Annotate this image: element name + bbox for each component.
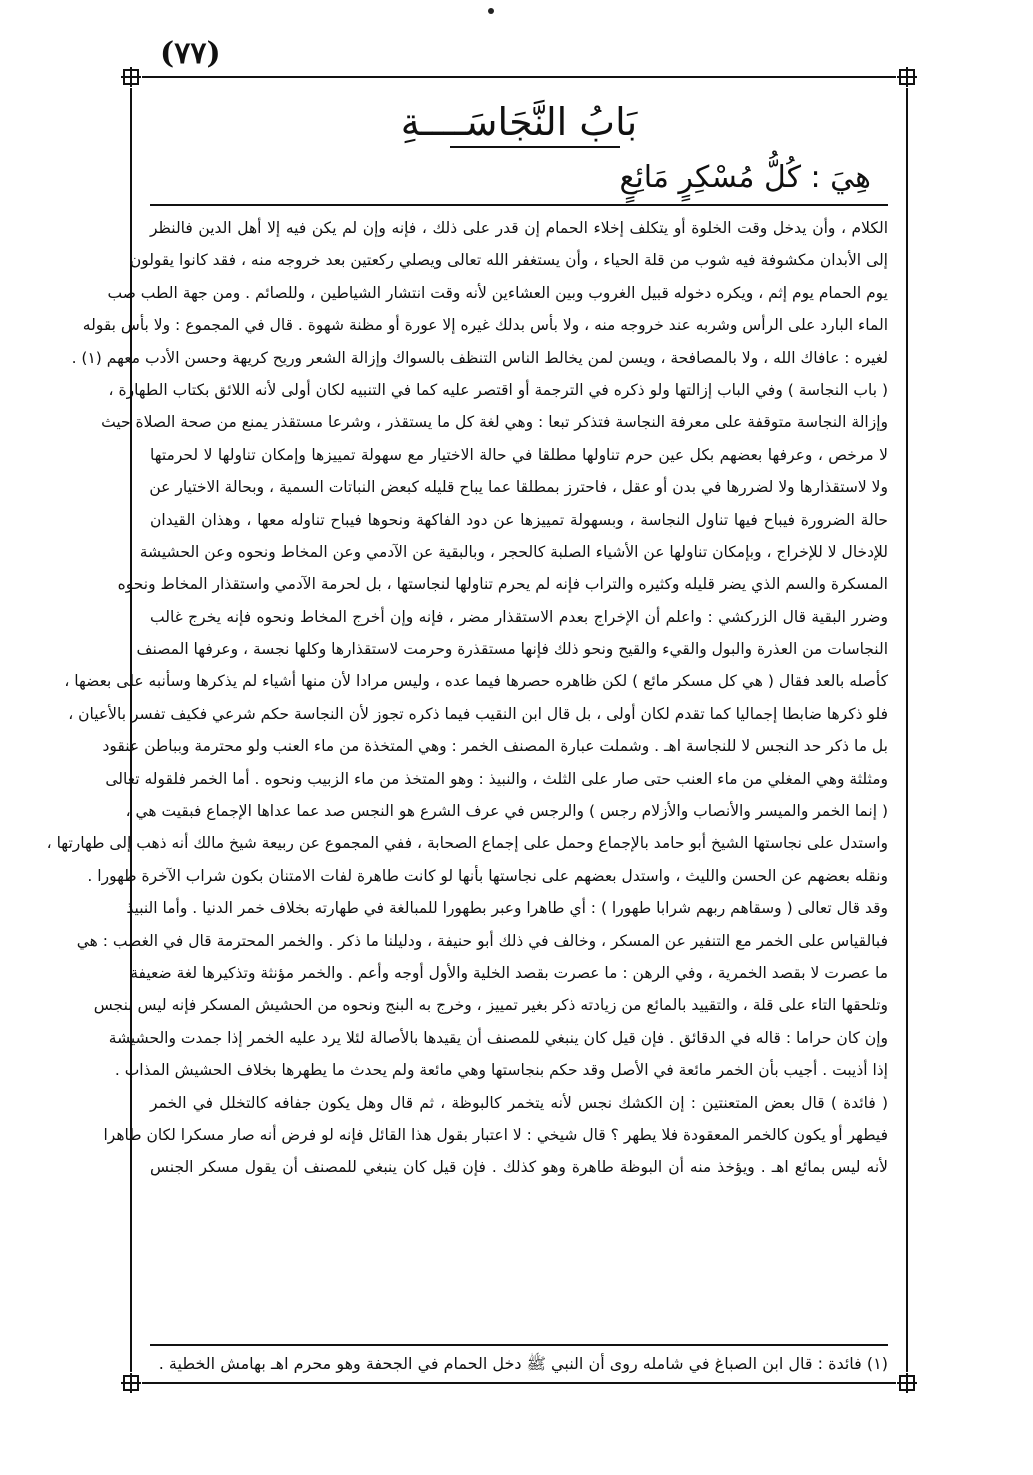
chapter-title-underline <box>450 146 620 148</box>
page-number: (٧٧) <box>160 36 221 71</box>
commentary-line: ولا لاستقذارها ولا لضررها في بدن أو عقل ، فاحترز بمطلقا عما يباح قليله كبعض النباتات السمية ، وبحالة الاختيار عن <box>149 478 888 497</box>
commentary-line: وإزالة النجاسة متوقفة على معرفة النجاسة فتذكر تبعا : وهي لغة كل ما يستقذر ، وشرعا مستقذر يمنع من صحة الصلاة حيث <box>101 413 888 432</box>
corner-ornament-icon <box>123 69 139 85</box>
commentary-line: يوم الحمام يوم إثم ، ويكره دخوله قبيل الغروب وبين العشاءين لأنه وقت انتشار الشياطين ، وللصائم . ومن جهة الطب صب <box>107 283 888 302</box>
commentary-line: ما عصرت لا بقصد الخمرية ، وفي الرهن : ما عصرت بقصد الخلية والأول أوجه وأعم . والخمر مؤنثة وتذكيرها لغة ضعيفة <box>130 963 888 982</box>
commentary-line: حالة الضرورة فيباح فيها تناول النجاسة ، وبسهولة تمييزها عن دود الفاكهة ونحوها فيباح تناوله معها ، وهذان القيدان <box>150 510 888 529</box>
commentary-line: ونقله بعضهم عن الحسن والليث ، واستدل بعضهم على نجاستها بأنها لو كانت طاهرة لفات الامتنان بكون شراب الآخرة طهورا . <box>87 866 888 885</box>
commentary-line: واستدل على نجاستها الشيخ أبو حامد بالإجماع وحمل على إجماع الصحابة ، ففي المجموع عن ربيعة شيخ مالك أنه ذهب إلى طهارتها ، <box>46 834 888 853</box>
commentary-line: الماء البارد على الرأس وشربه عند خروجه منه ، ولا بأس بدلك غيره إلا عورة أو مظنة شهوة . قال في المجموع : ولا بأس بقوله <box>82 316 888 335</box>
commentary-line: بل ما ذكر حد النجس لا للنجاسة اهـ . وشملت عبارة المصنف الخمر : وهي المتخذة من ماء العنب ولو محترمة وبباطن عنقود <box>102 737 888 756</box>
commentary-body <box>46 212 888 1184</box>
corner-ornament-icon <box>899 1375 915 1391</box>
commentary-line: ومثلثة وهي المغلي من ماء العنب حتى صار على الثلث ، والنبيذ : وهو المتخذ من ماء الزبيب ونحوه . أما الخمر فلقوله تعالى <box>105 769 888 788</box>
commentary-line: لأنه ليس بمائع اهـ . ويؤخذ منه أن البوظة طاهرة وهو كذلك . فإن قيل كان ينبغي للمصنف أن يقول مسكر الجنس <box>150 1158 888 1177</box>
commentary-line: وتلحقها التاء على قلة ، والتقييد بالمائع من زيادته ذكر بغير تمييز ، وخرج به البنج ونحوه من الحشيش المسكر فإنه ليس بنجس <box>93 996 888 1015</box>
commentary-line: فيطهر أو يكون كالخمر المعقودة فلا يطهر ؟ قال شيخي : لا اعتبار بقول هذا القائل فإنه لو فرض أنه صار مسكرا لكان طاهرا <box>103 1125 888 1144</box>
frame-rule-top <box>142 76 896 78</box>
frame-rule-bottom <box>142 1382 896 1384</box>
commentary-line: ( فائدة ) قال بعض المتعنتين : إن الكشك نجس لأنه يتخمر كالبوظة ، ثم قال وهل يكون جفافه كالتخلل في الخمر <box>150 1093 888 1112</box>
frame-rule-right <box>906 88 908 1372</box>
commentary-line: وقد قال تعالى ( وسقاهم ربهم شرابا طهورا ) : أي طاهرا وعبر بطهورا للمبالغة في طهارته بخلاف خمر الدنيا . وأما النبيذ <box>126 899 888 918</box>
commentary-line: إذا أذيبت . أجيب بأن الخمر مائعة في الأصل وقد حكم بنجاستها وهي مائعة ولم يحدث ما يطهرها بخلاف الحشيش المذاب . <box>114 1061 888 1080</box>
footnote: (١) فائدة : قال ابن الصباغ في شامله روى أن النبي ﷺ دخل الحمام في الجحفة وهو محرم اهـ بهامش الخطية . <box>158 1354 888 1373</box>
commentary-line: إلى الأبدان مكشوفة فيه شوب من قلة الحياء ، وأن يستغفر الله تعالى ويصلي ركعتين بعد خروجه منه ، فقد كانوا يقولون <box>129 251 888 270</box>
divider-rule <box>150 204 888 206</box>
commentary-line: النجاسات من العذرة والبول والقيء والقيح ونحو ذلك فإنها مستقذرة وحرمت لاستقذارها وكلها نجسة ، وعرفها المصنف <box>136 640 888 659</box>
commentary-line: فبالقياس على الخمر مع التنفير عن المسكر ، وخالف في ذلك أبو حنيفة ، ودليلنا ما ذكر . والخمر المحترمة قال في الغصب : هي <box>76 931 888 950</box>
commentary-line: المسكرة والسم الذي يضر قليله وكثيره والتراب فإنه لم يحرم تناولها لنجاستها ، بل لحرمة الآدمي واستقذار المخاط ونحوه <box>117 575 888 594</box>
commentary-line: فلو ذكرها ضابطا إجماليا كما تقدم لكان أولى ، بل قال ابن النقيب فيما ذكره تجوز لأن النجاسة حكم شرعي فكيف تفسر بالأعيان ، <box>68 704 888 723</box>
footnote-divider <box>150 1344 888 1346</box>
commentary-line: الكلام ، وأن يدخل وقت الخلوة أو يتكلف إخلاء الحمام إن قدر على ذلك ، فإنه وإن لم يكن فيه إلا أهل الدين فالنظر <box>150 219 888 237</box>
stray-ink-mark <box>488 8 494 14</box>
chapter-title: بَابُ النَّجَاسَــــةِ <box>400 100 638 144</box>
matn-text: هِيَ : كُلُّ مُسْكِرٍ مَائِعٍ <box>619 160 871 195</box>
commentary-line: كأصله بالعد فقال ( هي كل مسكر مائع ) لكن ظاهره حصرها فيما عده ، وليس مرادا لأن منها أشياء لم يذكرها وسأنبه على بعضها ، <box>64 672 888 691</box>
commentary-line: وضرر البقية قال الزركشي : واعلم أن الإخراج بعدم الاستقذار مضر ، فإنه وإن أخرج المخاط ونحوه فإنه يخرج غالب <box>150 607 888 626</box>
commentary-line: لا مرخص ، وعرفها بعضهم بكل عين حرم تناولها مطلقا في حالة الاختيار مع سهولة تمييزها وإمكان تناولها لا لحرمتها <box>150 445 888 464</box>
corner-ornament-icon <box>899 69 915 85</box>
commentary-line: ( إنما الخمر والميسر والأنصاب والأزلام رجس ) والرجس في عرف الشرع هو النجس صد عما عداها الإجماع فبقيت هي ، <box>125 802 888 821</box>
commentary-line: وإن كان حراما : قاله في الدقائق . فإن قيل كان ينبغي للمصنف أن يقيدها بالأصالة لئلا يرد عليه الخمر إذا جمدت والحشيشة <box>108 1028 888 1047</box>
commentary-line: ( باب النجاسة ) وفي الباب إزالتها ولو ذكره في الترجمة أو اقتصر عليه كما في التنبيه لكان أولى لأنه اللائق بكتاب الطهارة ، <box>108 380 888 399</box>
commentary-line: لغيره : عافاك الله ، ولا بالمصافحة ، ويسن لمن يخالط الناس التنظف بالسواك وإزالة الشعر وريح كريهة وحسن الأدب معهم (١) . <box>71 348 888 367</box>
commentary-line: للإدخال لا للإخراج ، وبإمكان تناولها عن الأشياء الصلبة كالحجر ، وبالبقية عن الآدمي وعن المخاط ونحوه وعن الحشيشة <box>139 542 888 561</box>
corner-ornament-icon <box>123 1375 139 1391</box>
